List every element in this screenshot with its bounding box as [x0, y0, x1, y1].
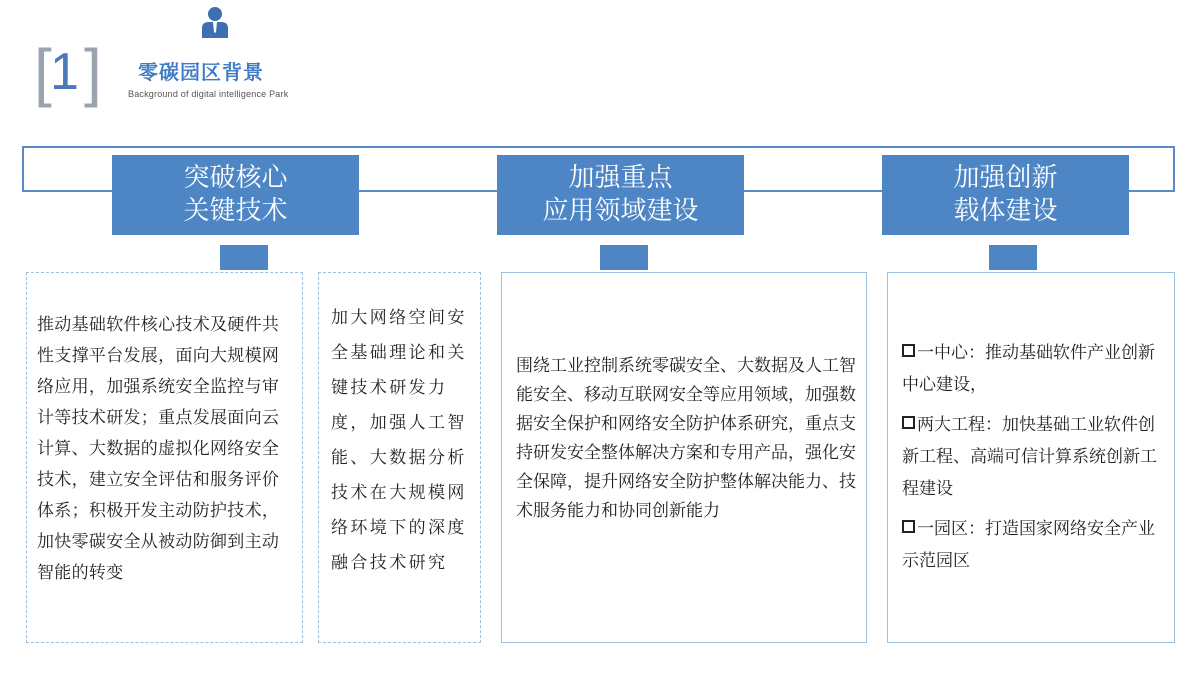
pillar-innovation-line2: 载体建设	[953, 196, 1058, 226]
innovation-item-2: 两大工程：加快基础工业软件创新工程、高端可信计算系统创新工程建设	[902, 415, 1157, 499]
page-subtitle: Background of digital intelligence Park	[128, 89, 289, 99]
checkbox-square-icon	[902, 344, 915, 357]
checkbox-square-icon	[902, 416, 915, 429]
core-tech-text: 推动基础软件核心技术及硬件共性支撑平台发展，面向大规模网络应用，加强系统安全监控与审计等技术研发；重点发展面向云计算、大数据的虚拟化网络安全技术，建立安全评估和服务评价体系；积极开发主动防护技术，加快零碳安全从被动防御到主动智能的转变	[37, 315, 280, 583]
section-number: 1	[50, 43, 79, 101]
pillar-innovation-line1: 加强创新	[953, 163, 1058, 193]
pillar-core-tech-line2: 关键技术	[183, 196, 288, 226]
content-box-core-tech	[26, 272, 303, 643]
application-text: 围绕工业控制系统零碳安全、大数据及人工智能安全、移动互联网安全等应用领域，加强数据安全保护和网络安全防护体系研究，重点支持研发安全整体解决方案和专用产品，强化安全保障，提升网络安全防护整体解决能力、技术服务能力和协同创新能力	[516, 356, 856, 521]
pillar-application	[497, 155, 744, 235]
research-text: 加大网络空间安全基础理论和关键技术研发力度，加强人工智能、大数据分析技术在大规模网络环境下的深度融合技术研究	[331, 308, 467, 573]
connector-3	[989, 245, 1037, 270]
innovation-item-3: 一园区：打造国家网络安全产业示范园区	[902, 519, 1155, 571]
pillar-innovation	[882, 155, 1129, 235]
pillar-core-tech	[112, 155, 359, 235]
person-icon	[200, 6, 230, 38]
page-title: 零碳园区背景	[138, 60, 264, 84]
pillar-application-line2: 应用领域建设	[542, 196, 699, 226]
pillar-application-line1: 加强重点	[568, 163, 673, 193]
content-box-research	[318, 272, 481, 643]
bracket-right: ]	[84, 36, 102, 108]
checkbox-square-icon	[902, 520, 915, 533]
pillar-core-tech-line1: 突破核心	[183, 163, 288, 193]
connector-1	[220, 245, 268, 270]
connector-2	[600, 245, 648, 270]
content-box-application	[501, 272, 867, 643]
innovation-item-1: 一中心：推动基础软件产业创新中心建设，	[902, 343, 1155, 395]
bracket-left: [	[34, 36, 52, 108]
content-box-innovation	[887, 272, 1175, 643]
